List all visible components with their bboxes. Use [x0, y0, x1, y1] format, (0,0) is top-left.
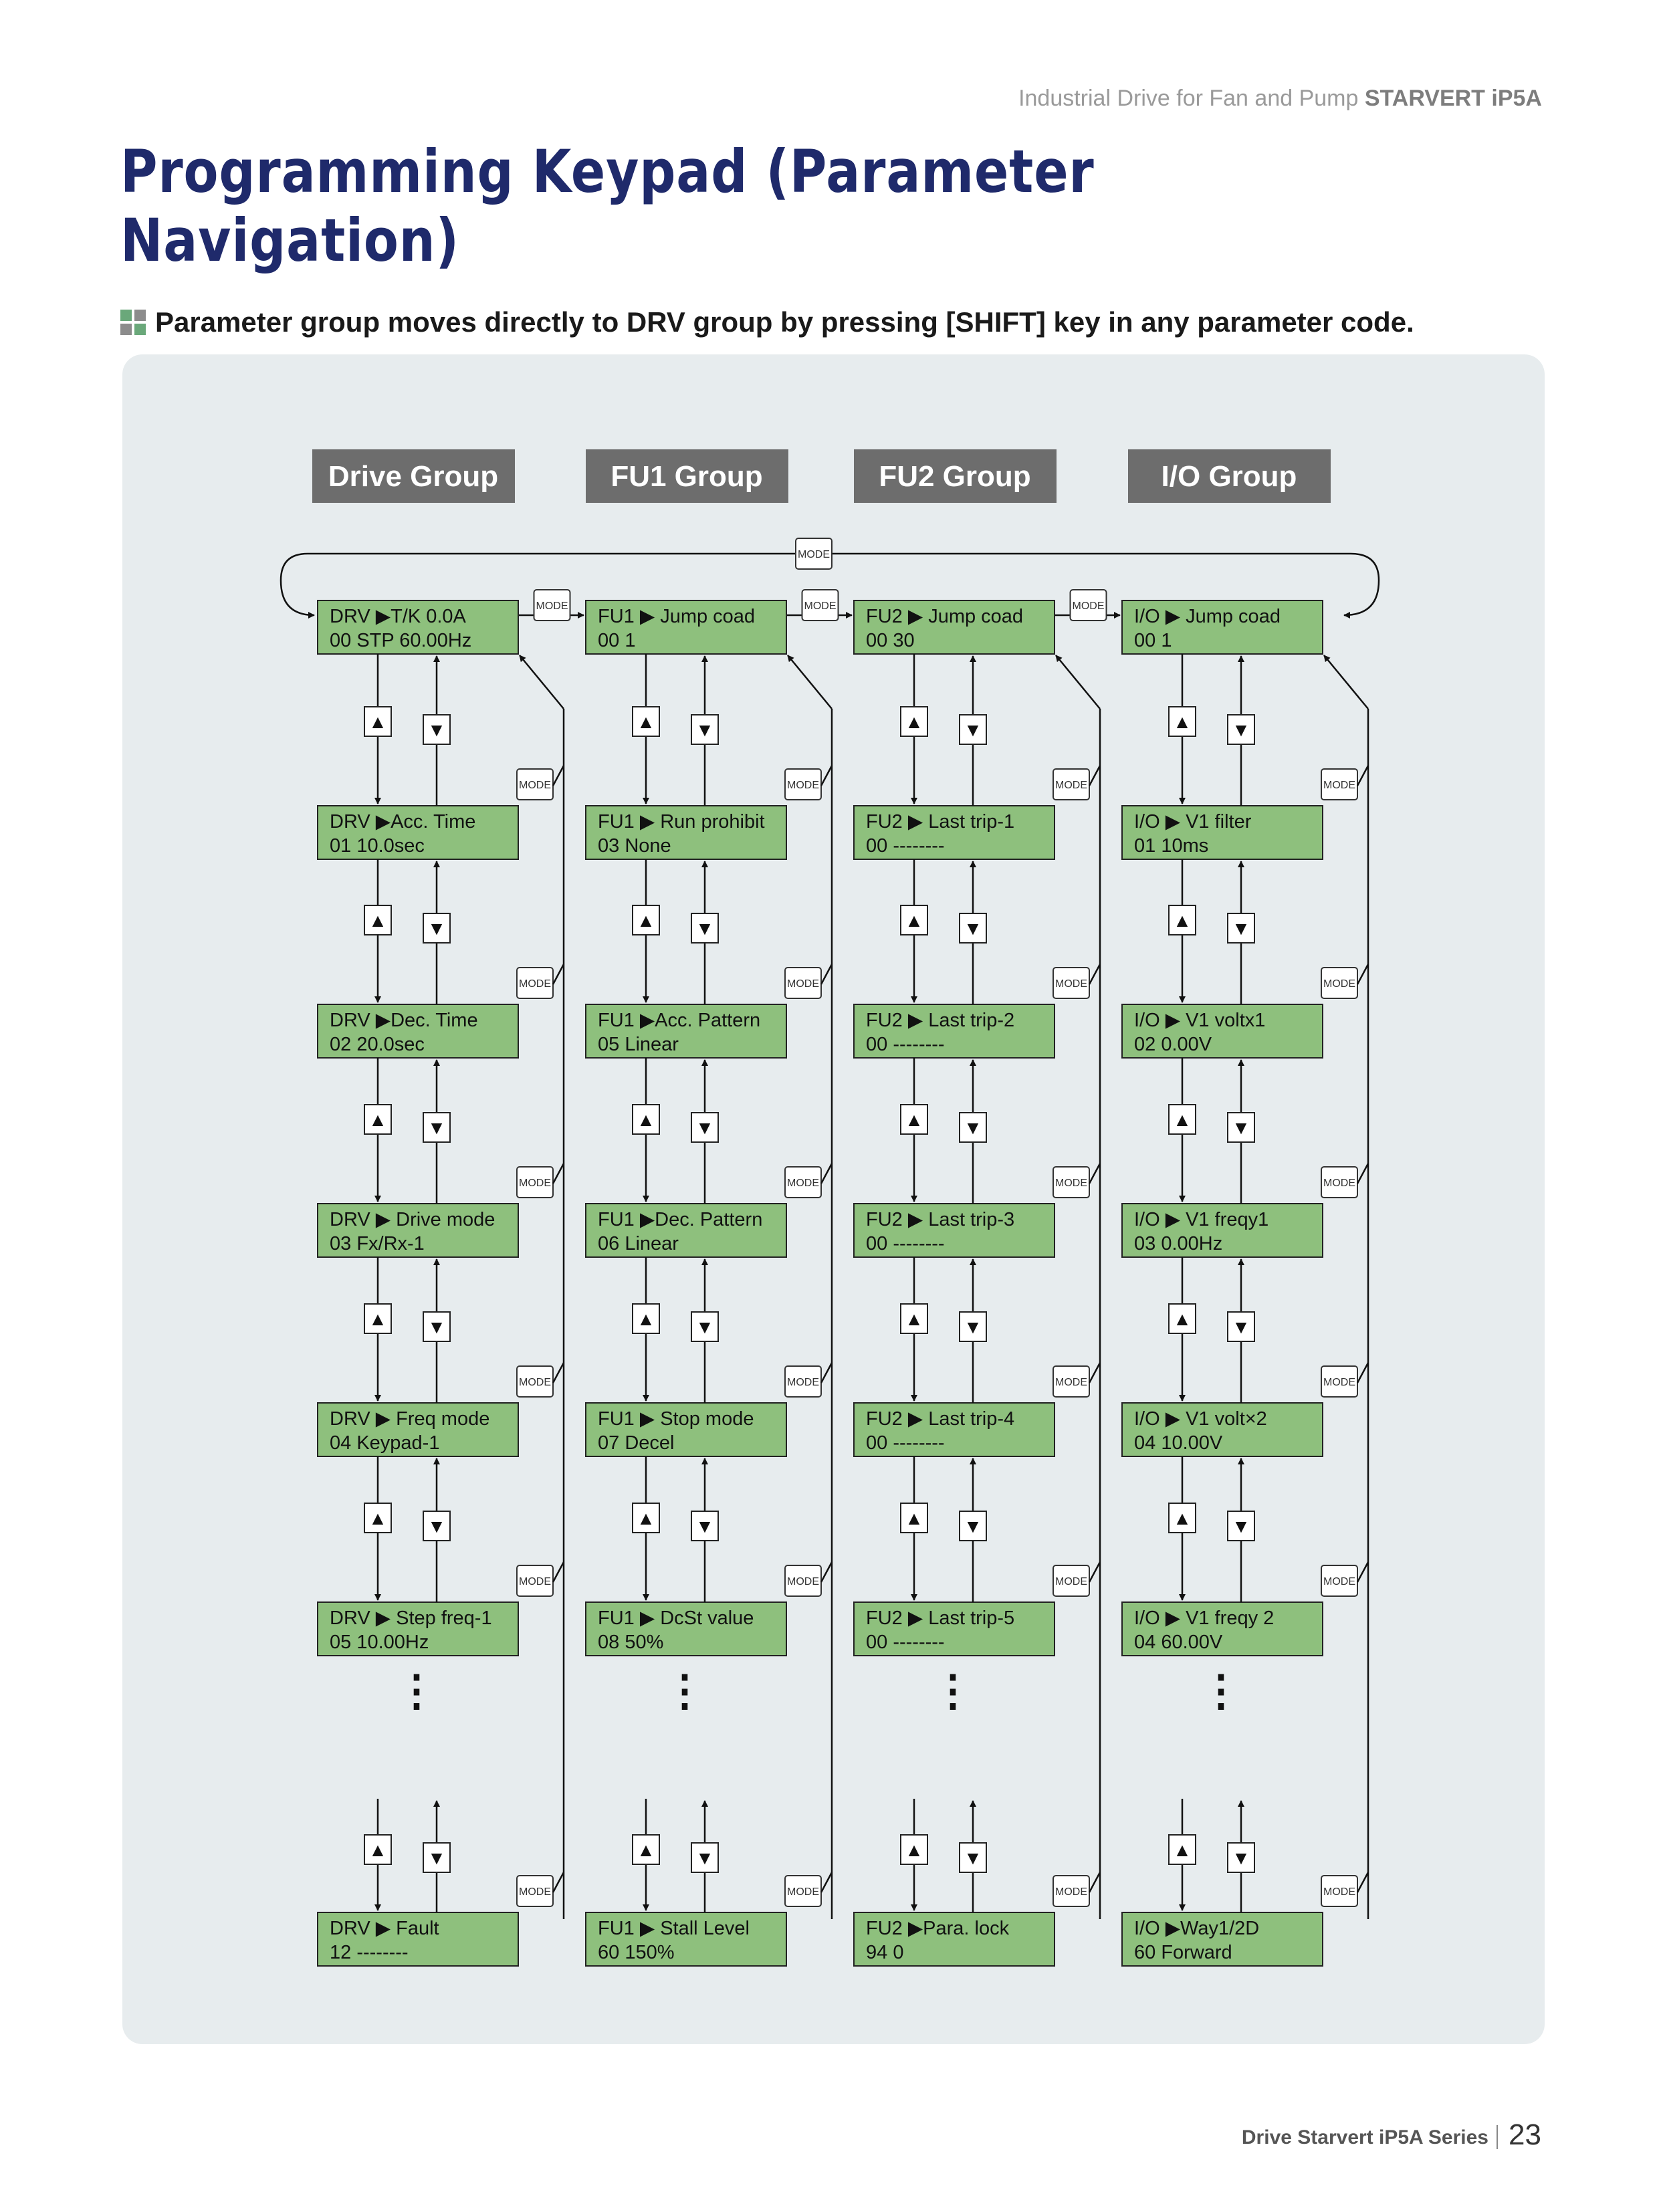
display-line-2: 00 1	[598, 630, 636, 651]
up-arrow-icon: ▲	[905, 910, 923, 931]
mode-return-line	[553, 766, 564, 786]
down-key-button[interactable]	[960, 913, 986, 943]
mode-key-label: MODE	[519, 1178, 551, 1189]
down-key-button[interactable]	[1228, 715, 1254, 744]
display-line-1: DRV ▶ Fault	[330, 1918, 439, 1939]
mode-key-label: MODE	[1323, 1178, 1355, 1189]
mode-return-line	[1089, 766, 1100, 786]
mode-key-button[interactable]	[1053, 1366, 1089, 1397]
down-key-button[interactable]	[960, 1511, 986, 1541]
up-arrow-icon: ▲	[637, 910, 655, 931]
display-line-2: 00 --------	[866, 1632, 945, 1653]
down-arrow-icon: ▼	[1232, 1317, 1250, 1337]
up-key-button[interactable]	[633, 1105, 659, 1134]
up-key-button[interactable]	[901, 1835, 927, 1864]
up-arrow-icon: ▲	[637, 1109, 655, 1130]
display-line-1: FU1 ▶Acc. Pattern	[598, 1010, 761, 1031]
up-key-button[interactable]	[364, 1835, 391, 1864]
mode-return-line	[553, 1562, 564, 1582]
mode-return-line	[1357, 1872, 1368, 1892]
mode-key-button[interactable]	[517, 1167, 553, 1198]
up-key-button[interactable]	[1169, 1304, 1196, 1333]
mode-return-line	[1357, 766, 1368, 786]
display-line-1: FU2 ▶ Last trip-3	[866, 1209, 1015, 1230]
mode-return-line	[1357, 964, 1368, 984]
lcd-display	[1122, 806, 1323, 859]
mode-key-button[interactable]	[1321, 1565, 1357, 1596]
mode-key-button[interactable]	[785, 1876, 821, 1906]
up-arrow-icon: ▲	[1173, 711, 1192, 732]
up-key-button[interactable]	[633, 1835, 659, 1864]
down-key-button[interactable]	[423, 715, 450, 744]
mode-key-button[interactable]	[517, 1565, 553, 1596]
display-line-2: 02 0.00V	[1134, 1034, 1212, 1055]
mode-key-button[interactable]	[1321, 769, 1357, 800]
page-number: 23	[1509, 2118, 1541, 2151]
display-line-1: FU2 ▶Para. lock	[866, 1918, 1010, 1939]
mode-return-line	[1357, 1363, 1368, 1383]
up-key-button[interactable]	[364, 707, 391, 736]
return-line	[1324, 655, 1368, 709]
mode-key-button[interactable]	[796, 538, 832, 569]
mode-key-button[interactable]	[1053, 1876, 1089, 1906]
display-line-2: 12 --------	[330, 1942, 409, 1963]
up-arrow-icon: ▲	[905, 1309, 923, 1329]
display-line-2: 06 Linear	[598, 1233, 679, 1254]
mode-return-line	[821, 1562, 832, 1582]
down-key-button[interactable]	[691, 715, 718, 744]
up-key-button[interactable]	[1169, 707, 1196, 736]
mode-return-line	[1089, 1872, 1100, 1892]
lcd-display	[318, 600, 518, 654]
mode-key-label: MODE	[1055, 1576, 1087, 1587]
mode-key-label: MODE	[519, 978, 551, 990]
up-arrow-icon: ▲	[1173, 1109, 1192, 1130]
mode-return-line	[1089, 1562, 1100, 1582]
mode-key-label: MODE	[787, 978, 819, 990]
mode-key-label: MODE	[519, 1886, 551, 1898]
display-line-2: 60 Forward	[1134, 1942, 1232, 1963]
up-arrow-icon: ▲	[1173, 910, 1192, 931]
lcd-display	[854, 1602, 1055, 1656]
up-key-button[interactable]	[901, 1304, 927, 1333]
up-key-button[interactable]	[1169, 1503, 1196, 1533]
up-arrow-icon: ▲	[905, 1508, 923, 1529]
up-arrow-icon: ▲	[368, 711, 387, 732]
display-line-1: FU2 ▶ Last trip-5	[866, 1608, 1015, 1629]
display-line-1: FU2 ▶ Last trip-1	[866, 811, 1015, 833]
down-arrow-icon: ▼	[964, 1848, 982, 1868]
up-key-button[interactable]	[901, 1503, 927, 1533]
down-key-button[interactable]	[960, 715, 986, 744]
up-arrow-icon: ▲	[637, 1309, 655, 1329]
down-arrow-icon: ▼	[1232, 1848, 1250, 1868]
continuation-dots: ⋮	[395, 1666, 438, 1715]
down-arrow-icon: ▼	[964, 1117, 982, 1138]
up-key-button[interactable]	[364, 905, 391, 935]
down-arrow-icon: ▼	[695, 1848, 714, 1868]
mode-key-label: MODE	[519, 780, 551, 791]
up-key-button[interactable]	[633, 1304, 659, 1333]
mode-return-line	[553, 1164, 564, 1184]
display-line-2: 03 None	[598, 835, 671, 857]
display-line-2: 94 0	[866, 1942, 904, 1963]
mode-key-label: MODE	[1323, 978, 1355, 990]
group-title: FU2 Group	[879, 460, 1031, 493]
lcd-display	[1122, 1912, 1323, 1966]
mode-key-label: MODE	[1055, 1886, 1087, 1898]
down-key-button[interactable]	[1228, 1511, 1254, 1541]
mode-key-label: MODE	[787, 780, 819, 791]
lcd-display	[586, 806, 786, 859]
mode-key-button[interactable]	[517, 1876, 553, 1906]
return-line	[1056, 655, 1100, 709]
up-arrow-icon: ▲	[368, 910, 387, 931]
lcd-display	[318, 1602, 518, 1656]
mode-key-label: MODE	[1055, 1377, 1087, 1388]
display-line-2: 03 Fx/Rx-1	[330, 1233, 425, 1254]
display-line-1: FU1 ▶ Stall Level	[598, 1918, 750, 1939]
mode-key-label: MODE	[1323, 780, 1355, 791]
mode-return-line	[553, 964, 564, 984]
down-arrow-icon: ▼	[427, 720, 446, 740]
display-line-2: 00 --------	[866, 1432, 945, 1454]
page-title: Programming Keypad (Parameter Navigation)	[120, 137, 1095, 275]
display-line-2: 00 --------	[866, 1034, 945, 1055]
up-key-button[interactable]	[901, 1105, 927, 1134]
up-arrow-icon: ▲	[368, 1109, 387, 1130]
display-line-2: 07 Decel	[598, 1432, 675, 1454]
mode-return-line	[1089, 1363, 1100, 1383]
footer-series: Drive Starvert iP5A Series	[1241, 2126, 1488, 2148]
display-line-2: 00 1	[1134, 630, 1172, 651]
up-arrow-icon: ▲	[368, 1508, 387, 1529]
mode-return-line	[1089, 964, 1100, 984]
mode-key-button[interactable]	[802, 590, 839, 621]
mode-return-line	[821, 964, 832, 984]
mode-key-label: MODE	[519, 1576, 551, 1587]
mode-key-button[interactable]	[785, 1167, 821, 1198]
display-line-1: I/O ▶ V1 volt×2	[1134, 1408, 1267, 1430]
lcd-display	[1122, 600, 1323, 654]
up-arrow-icon: ▲	[637, 1508, 655, 1529]
up-arrow-icon: ▲	[905, 1109, 923, 1130]
display-line-2: 05 10.00Hz	[330, 1632, 429, 1653]
display-line-1: FU1 ▶Dec. Pattern	[598, 1209, 763, 1230]
display-line-1: I/O ▶ V1 filter	[1134, 811, 1252, 833]
up-arrow-icon: ▲	[637, 1840, 655, 1860]
display-line-1: FU1 ▶ DcSt value	[598, 1608, 754, 1629]
up-key-button[interactable]	[633, 905, 659, 935]
lcd-display	[854, 1912, 1055, 1966]
lcd-display	[586, 600, 786, 654]
return-line	[520, 655, 564, 709]
display-line-2: 00 --------	[866, 835, 945, 857]
mode-key-button[interactable]	[534, 590, 570, 621]
lcd-display	[1122, 1204, 1323, 1257]
display-line-1: I/O ▶ V1 freqy1	[1134, 1209, 1269, 1230]
mode-key-label: MODE	[804, 600, 837, 612]
display-line-1: I/O ▶ V1 freqy 2	[1134, 1608, 1275, 1629]
display-line-1: FU2 ▶ Last trip-2	[866, 1010, 1015, 1031]
lcd-display	[586, 1602, 786, 1656]
down-arrow-icon: ▼	[964, 1317, 982, 1337]
mode-key-button[interactable]	[1053, 968, 1089, 998]
down-key-button[interactable]	[423, 1113, 450, 1142]
display-line-2: 04 60.00V	[1134, 1632, 1223, 1653]
lcd-display	[318, 1204, 518, 1257]
mode-key-button[interactable]	[1321, 968, 1357, 998]
down-arrow-icon: ▼	[427, 918, 446, 939]
lcd-display	[318, 806, 518, 859]
down-key-button[interactable]	[423, 1843, 450, 1872]
mode-key-label: MODE	[1055, 780, 1087, 791]
mode-key-button[interactable]	[785, 1366, 821, 1397]
display-line-2: 60 150%	[598, 1942, 675, 1963]
display-line-1: DRV ▶Acc. Time	[330, 811, 476, 833]
down-key-button[interactable]	[1228, 1312, 1254, 1341]
down-arrow-icon: ▼	[427, 1117, 446, 1138]
mode-key-label: MODE	[1072, 600, 1105, 612]
display-line-1: DRV ▶Dec. Time	[330, 1010, 478, 1031]
down-key-button[interactable]	[423, 1312, 450, 1341]
lcd-display	[854, 1004, 1055, 1058]
lcd-display	[586, 1912, 786, 1966]
lcd-display	[854, 1204, 1055, 1257]
brand-prefix: Industrial Drive for Fan and Pump	[1018, 86, 1365, 111]
down-arrow-icon: ▼	[427, 1516, 446, 1537]
display-line-2: 04 Keypad-1	[330, 1432, 440, 1454]
mode-return-line	[553, 1872, 564, 1892]
display-line-2: 02 20.0sec	[330, 1034, 425, 1055]
lcd-display	[854, 806, 1055, 859]
mode-key-button[interactable]	[1321, 1876, 1357, 1906]
mode-key-button[interactable]	[1053, 1565, 1089, 1596]
down-key-button[interactable]	[423, 1511, 450, 1541]
group-header	[1128, 449, 1331, 503]
lcd-display	[586, 1204, 786, 1257]
return-line	[788, 655, 832, 709]
mode-key-button[interactable]	[1053, 1167, 1089, 1198]
down-key-button[interactable]	[960, 1312, 986, 1341]
up-arrow-icon: ▲	[368, 1840, 387, 1860]
display-line-2: 00 30	[866, 630, 915, 651]
display-line-2: 03 0.00Hz	[1134, 1233, 1223, 1254]
up-key-button[interactable]	[364, 1304, 391, 1333]
mode-key-label: MODE	[787, 1377, 819, 1388]
down-arrow-icon: ▼	[964, 1516, 982, 1537]
display-line-1: DRV ▶ Drive mode	[330, 1209, 495, 1230]
mode-key-label: MODE	[787, 1178, 819, 1189]
lcd-display	[854, 600, 1055, 654]
up-key-button[interactable]	[633, 707, 659, 736]
display-line-2: 00 --------	[866, 1233, 945, 1254]
up-arrow-icon: ▲	[1173, 1508, 1192, 1529]
mode-key-label: MODE	[519, 1377, 551, 1388]
mode-key-button[interactable]	[1321, 1167, 1357, 1198]
continuation-dots: ⋮	[663, 1666, 706, 1715]
display-line-1: DRV ▶T/K 0.0A	[330, 606, 466, 627]
mode-return-line	[821, 1872, 832, 1892]
up-arrow-icon: ▲	[368, 1309, 387, 1329]
mode-key-button[interactable]	[517, 1366, 553, 1397]
display-line-1: DRV ▶ Step freq-1	[330, 1608, 492, 1629]
down-key-button[interactable]	[960, 1843, 986, 1872]
up-arrow-icon: ▲	[1173, 1840, 1192, 1860]
group-title: Drive Group	[328, 460, 499, 493]
mode-key-label: MODE	[1323, 1576, 1355, 1587]
mode-key-label: MODE	[536, 600, 568, 612]
mode-key-button[interactable]	[517, 968, 553, 998]
mode-return-line	[821, 1363, 832, 1383]
down-key-button[interactable]	[423, 913, 450, 943]
down-arrow-icon: ▼	[1232, 1117, 1250, 1138]
down-arrow-icon: ▼	[1232, 720, 1250, 740]
down-arrow-icon: ▼	[695, 720, 714, 740]
display-line-1: FU2 ▶ Jump coad	[866, 606, 1024, 627]
footer-divider	[1497, 2125, 1498, 2149]
up-arrow-icon: ▲	[905, 1840, 923, 1860]
mode-return-line	[1357, 1562, 1368, 1582]
down-arrow-icon: ▼	[695, 1117, 714, 1138]
up-key-button[interactable]	[364, 1503, 391, 1533]
lcd-display	[1122, 1403, 1323, 1456]
down-key-button[interactable]	[691, 1312, 718, 1341]
mode-return-line	[821, 766, 832, 786]
down-key-button[interactable]	[1228, 1843, 1254, 1872]
up-key-button[interactable]	[1169, 905, 1196, 935]
continuation-dots: ⋮	[1200, 1666, 1242, 1715]
down-arrow-icon: ▼	[695, 1317, 714, 1337]
display-line-2: 04 10.00V	[1134, 1432, 1223, 1454]
mode-key-button[interactable]	[785, 968, 821, 998]
down-key-button[interactable]	[691, 1113, 718, 1142]
mode-key-label: MODE	[787, 1886, 819, 1898]
down-arrow-icon: ▼	[695, 918, 714, 939]
mode-key-button[interactable]	[1053, 769, 1089, 800]
group-title: FU1 Group	[611, 460, 763, 493]
lcd-display	[318, 1912, 518, 1966]
mode-key-label: MODE	[1323, 1377, 1355, 1388]
display-line-2: 05 Linear	[598, 1034, 679, 1055]
mode-key-label: MODE	[1055, 978, 1087, 990]
down-arrow-icon: ▼	[427, 1317, 446, 1337]
group-header	[854, 449, 1057, 503]
lcd-display	[1122, 1004, 1323, 1058]
up-arrow-icon: ▲	[1173, 1309, 1192, 1329]
display-line-2: 01 10ms	[1134, 835, 1209, 857]
brand-name: STARVERT iP5A	[1364, 86, 1542, 111]
lcd-display	[586, 1403, 786, 1456]
down-key-button[interactable]	[691, 1843, 718, 1872]
display-line-1: FU1 ▶ Stop mode	[598, 1408, 754, 1430]
up-arrow-icon: ▲	[905, 711, 923, 732]
up-key-button[interactable]	[1169, 1835, 1196, 1864]
group-header	[312, 449, 515, 503]
display-line-1: I/O ▶ V1 voltx1	[1134, 1010, 1266, 1031]
lcd-display	[1122, 1602, 1323, 1656]
down-arrow-icon: ▼	[1232, 918, 1250, 939]
down-arrow-icon: ▼	[695, 1516, 714, 1537]
mode-return-line	[821, 1164, 832, 1184]
display-line-1: DRV ▶ Freq mode	[330, 1408, 490, 1430]
up-key-button[interactable]	[1169, 1105, 1196, 1134]
mode-key-button[interactable]	[785, 1565, 821, 1596]
up-key-button[interactable]	[364, 1105, 391, 1134]
group-header	[586, 449, 788, 503]
display-line-1: FU1 ▶ Jump coad	[598, 606, 756, 627]
mode-key-label: MODE	[1055, 1178, 1087, 1189]
lcd-display	[318, 1403, 518, 1456]
down-arrow-icon: ▼	[427, 1848, 446, 1868]
mode-key-button[interactable]	[1321, 1366, 1357, 1397]
down-arrow-icon: ▼	[964, 918, 982, 939]
group-title: I/O Group	[1161, 460, 1297, 493]
display-line-2: 01 10.0sec	[330, 835, 425, 857]
display-line-1: I/O ▶Way1/2D	[1134, 1918, 1260, 1939]
display-line-1: FU1 ▶ Run prohibit	[598, 811, 765, 833]
up-arrow-icon: ▲	[637, 711, 655, 732]
mode-return-line	[1357, 1164, 1368, 1184]
display-line-1: FU2 ▶ Last trip-4	[866, 1408, 1015, 1430]
mode-key-label: MODE	[787, 1576, 819, 1587]
mode-key-label: MODE	[798, 549, 830, 560]
up-key-button[interactable]	[901, 707, 927, 736]
subtitle: Parameter group moves directly to DRV group by pressing [SHIFT] key in any parameter code.	[155, 306, 1414, 338]
mode-key-button[interactable]	[785, 769, 821, 800]
display-line-2: 00 STP 60.00Hz	[330, 630, 472, 651]
down-key-button[interactable]	[691, 1511, 718, 1541]
up-key-button[interactable]	[633, 1503, 659, 1533]
display-line-2: 08 50%	[598, 1632, 664, 1653]
mode-key-button[interactable]	[517, 769, 553, 800]
down-key-button[interactable]	[1228, 1113, 1254, 1142]
lcd-display	[318, 1004, 518, 1058]
mode-return-line	[553, 1363, 564, 1383]
display-line-1: I/O ▶ Jump coad	[1134, 606, 1281, 627]
down-key-button[interactable]	[960, 1113, 986, 1142]
down-arrow-icon: ▼	[964, 720, 982, 740]
down-key-button[interactable]	[691, 913, 718, 943]
mode-key-button[interactable]	[1071, 590, 1107, 621]
lcd-display	[586, 1004, 786, 1058]
up-key-button[interactable]	[901, 905, 927, 935]
continuation-dots: ⋮	[931, 1666, 974, 1715]
down-arrow-icon: ▼	[1232, 1516, 1250, 1537]
down-key-button[interactable]	[1228, 913, 1254, 943]
lcd-display	[854, 1403, 1055, 1456]
mode-key-label: MODE	[1323, 1886, 1355, 1898]
mode-return-line	[1089, 1164, 1100, 1184]
